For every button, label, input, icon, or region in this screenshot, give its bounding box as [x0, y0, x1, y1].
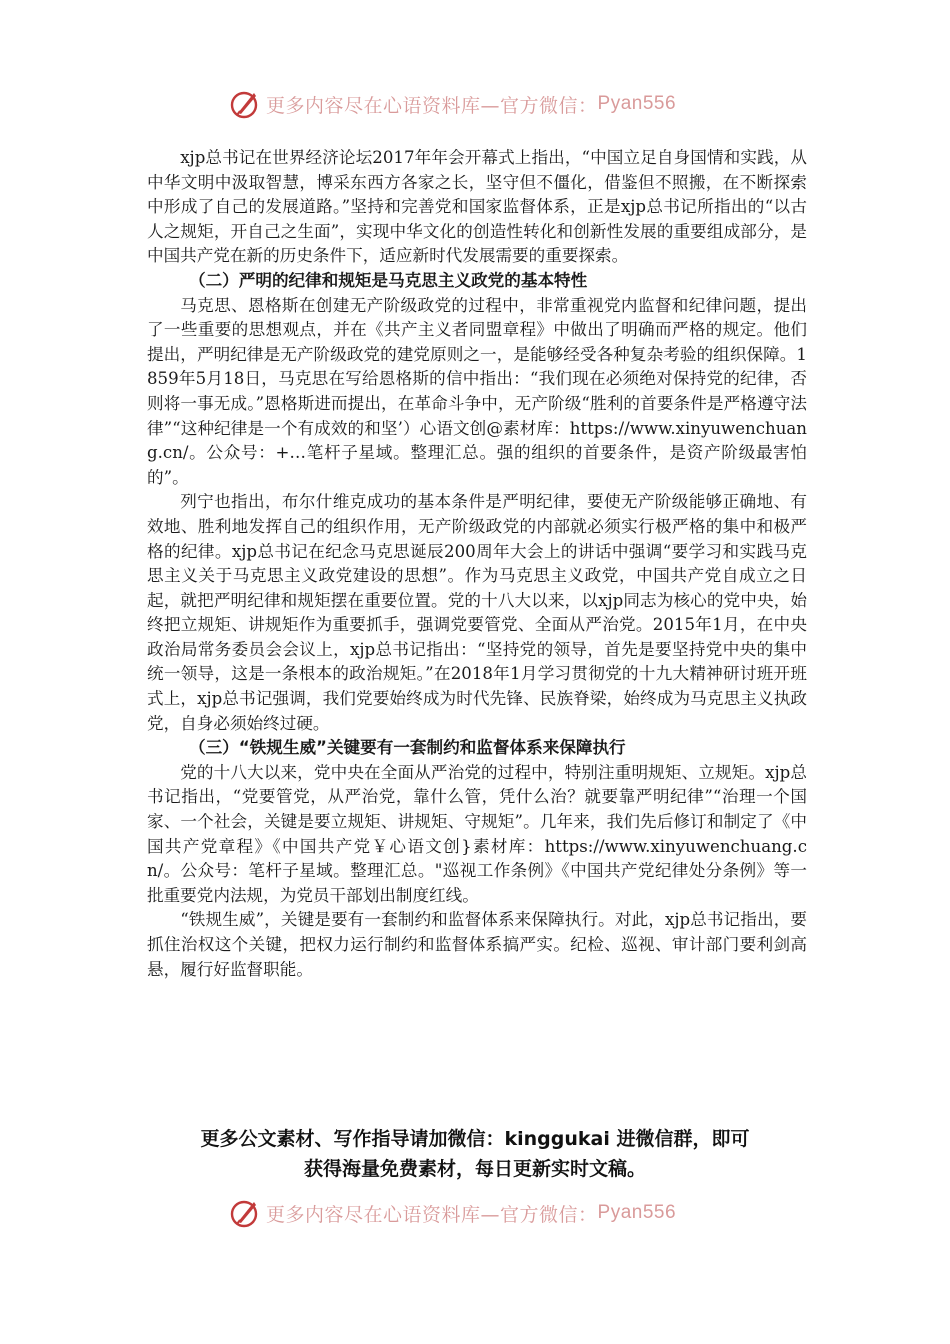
quill-logo-icon [228, 87, 262, 121]
promo-notice [120, 1124, 830, 1184]
document-body [147, 146, 807, 982]
banner-text: 更多内容尽在心语资料库—官方微信： [266, 1203, 598, 1226]
footer-banner [228, 1196, 728, 1230]
promo-line: 更多公文素材、写作指导请加微信：kinggukai 进微信群，即可 [200, 1128, 750, 1150]
section-heading: （三）“铁规生威”关键要有一套制约和监督体系来保障执行 [189, 738, 626, 758]
paragraph: “铁规生威”，关键是要有一套制约和监督体系来保障执行。对此，xjp总书记指出，要抓住治权这个关键，把权力运行制约和监督体系搞严实。纪检、巡视、审计部门要利剑高悬，履行好监督职能。 [147, 910, 807, 979]
banner-wechat-id: Pyan556 [597, 93, 677, 114]
header-banner [228, 87, 728, 121]
banner-wechat-id: Pyan556 [597, 1202, 677, 1223]
section-heading: （二）严明的纪律和规矩是马克思主义政党的基本特性 [189, 270, 588, 290]
paragraph: xjp总书记在世界经济论坛2017年年会开幕式上指出，“中国立足自身国情和实践，从中华文明中汲取智慧，博采东西方各家之长，坚守但不僵化，借鉴但不照搬，在不断探索中形成了自己的发展道路。”坚持和完善党和国家监督体系，正是xjp总书记所指出的“以古人之规矩，开自己之生面”，实现中华文化的创造性转化和创新性发展的重要组成部分，是中国共产党在新的历史条件下，适应新时代发展需要的重要探索。 [147, 148, 807, 266]
quill-logo-icon [228, 1196, 262, 1230]
paragraph: 列宁也指出，布尔什维克成功的基本条件是严明纪律，要使无产阶级能够正确地、有效地、胜利地发挥自己的组织作用，无产阶级政党的内部就必须实行极严格的集中和极严格的纪律。xjp总书记在纪念马克思诞辰200周年大会上的讲话中强调“要学习和实践马克思主义关于马克思主义政党建设的思想”。作为马克思主义政党，中国共产党自成立之日起，就把严明纪律和规矩摆在重要位置。党的十八大以来，以xjp同志为核心的党中央，始终把立规矩、讲规矩作为重要抓手，强调党要管党、全面从严治党。2015年1月，在中央政治局常务委员会会议上，xjp总书记指出：“坚持党的领导，首先是要坚持党中央的集中统一领导，这是一条根本的政治规矩。”在2018年1月学习贯彻党的十九大精神研讨班开班式上，xjp总书记强调，我们党要始终成为时代先锋、民族脊梁，始终成为马克思主义执政党，自身必须始终过硬。 [147, 492, 807, 733]
banner-text: 更多内容尽在心语资料库—官方微信： [266, 94, 598, 117]
paragraph: 马克思、恩格斯在创建无产阶级政党的过程中，非常重视党内监督和纪律问题，提出了一些重要的思想观点，并在《共产主义者同盟章程》中做出了明确而严格的规定。他们提出，严明纪律是无产阶级政党的建党原则之一，是能够经受各种复杂考验的组织保障。1859年5月18日，马克思在写给恩格斯的信中指出：“我们现在必须绝对保持党的纪律，否则将一事无成。”恩格斯进而提出，在革命斗争中，无产阶级“胜利的首要条件是严格遵守法律”“这种纪律是一个有成效的和坚’）心语文创@素材库：https://www.xinyuwenchuang.cn/。公众号：+…笔杆子星域。整理汇总。强的组织的首要条件，是资产阶级最害怕的”。 [147, 295, 807, 487]
paragraph: 党的十八大以来，党中央在全面从严治党的过程中，特别注重明规矩、立规矩。xjp总书记指出，“党要管党，从严治党，靠什么管，凭什么治？就要靠严明纪律”“治理一个国家、一个社会，关键是要立规矩、讲规矩、守规矩”。几年来，我们先后修订和制定了《中国共产党章程》《中国共产党￥心语文创}素材库：https://www.xinyuwenchuang.cn/。公众号：笔杆子星域。整理汇总。"巡视工作条例》《中国共产党纪律处分条例》等一批重要党内法规，为党员干部划出制度红线。 [147, 762, 807, 905]
promo-line: 获得海量免费素材，每日更新实时文稿。 [303, 1158, 646, 1180]
